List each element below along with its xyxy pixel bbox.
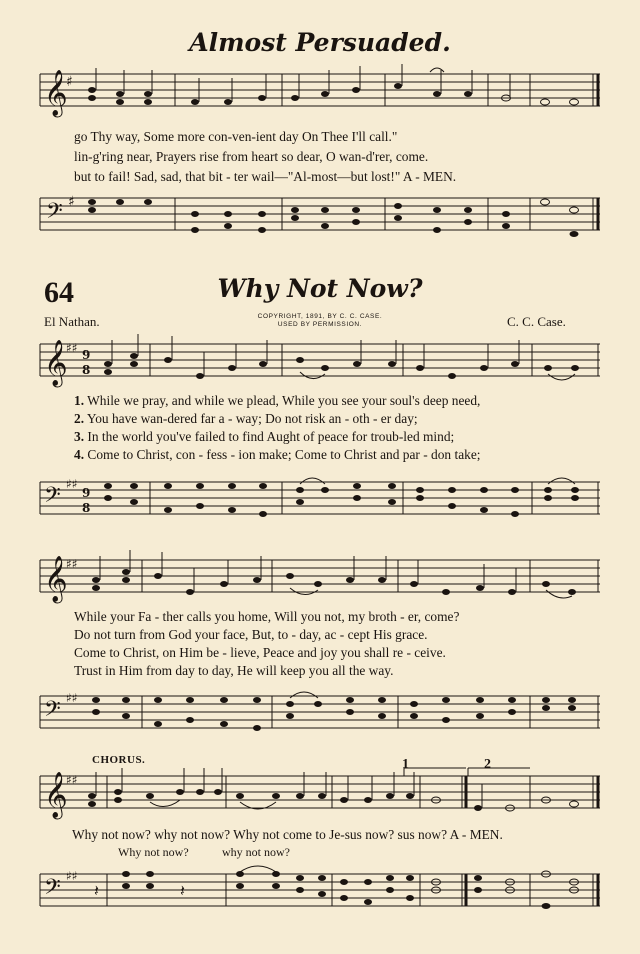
- copyright-notice: [220, 313, 420, 329]
- svg-text:♯: ♯: [68, 194, 75, 210]
- copyright-line: COPYRIGHT, 1891, BY C. C. CASE.: [257, 313, 383, 320]
- stanza-number: 2.: [74, 411, 85, 426]
- stanza-line: [74, 393, 480, 409]
- stanza-text: While we pray, and while we plead, While you see your soul's deep need,: [87, 393, 481, 408]
- hymn-63-title: Almost Persuaded.: [189, 28, 451, 57]
- hymn-64-title: Why Not Now?: [217, 274, 423, 303]
- hymn-63-verse-line: go Thy way, Some more con-ven-ient day On Thee I'll call.": [74, 129, 398, 144]
- stanza-line: [74, 411, 418, 427]
- chorus-lyric-line: Why not now? why not now? Why not come to Je-sus now? sus now? A - MEN.: [72, 827, 503, 842]
- hymn-63-verse-line: but to fail! Sad, sad, that bit - ter wail—"Al-most—but lost!" A - MEN.: [74, 169, 457, 184]
- copyright-line: USED BY PERMISSION.: [277, 321, 363, 328]
- chorus-treble-staff: [0, 764, 640, 824]
- hymn-composer: C. C. Case.: [507, 314, 566, 329]
- stanza-number: 3.: [74, 429, 85, 444]
- system-2-treble-staff: [0, 548, 640, 608]
- hymn-63-treble-staff: [0, 62, 640, 132]
- stanza-line: [74, 447, 481, 463]
- svg-text:♯♯: ♯♯: [66, 773, 78, 787]
- stanza-line: While your Fa - ther calls you home, Will you not, my broth - er, come?: [74, 609, 460, 624]
- stanza-text: You have wan-dered far a - way; Do not risk an - oth - er day;: [86, 411, 418, 426]
- stanza-line: Come to Christ, on Him be - lieve, Peace and joy you shall re - ceive.: [74, 645, 446, 660]
- chorus-bass-staff: [0, 862, 640, 932]
- svg-text:𝄽: 𝄽: [180, 881, 185, 900]
- svg-text:𝄞: 𝄞: [44, 340, 68, 386]
- svg-text:𝄢: 𝄢: [44, 697, 61, 727]
- svg-text:8: 8: [82, 501, 91, 515]
- svg-text:♯♯: ♯♯: [66, 477, 78, 491]
- stanza-line: Do not turn from God your face, But, to - day, ac - cept His grace.: [74, 627, 428, 642]
- svg-text:♯: ♯: [66, 74, 73, 90]
- stanza-text: In the world you've failed to find Aught of peace for troub-led mind;: [87, 429, 455, 444]
- svg-text:𝄞: 𝄞: [44, 772, 68, 818]
- svg-text:𝄞: 𝄞: [44, 70, 68, 116]
- system-2-bass-staff: [0, 684, 640, 744]
- system-1-bass-staff: [0, 470, 640, 540]
- svg-text:𝄢: 𝄢: [44, 483, 61, 513]
- stanza-line: [74, 429, 454, 445]
- hymn-63-verse-line: lin-g'ring near, Prayers rise from heart so dear, O wan-d'rer, come.: [74, 149, 429, 164]
- stanza-number: 4.: [74, 447, 85, 462]
- svg-text:𝄽: 𝄽: [94, 881, 99, 900]
- hymn-author: El Nathan.: [44, 314, 100, 329]
- stanza-number: 1.: [74, 393, 85, 408]
- svg-text:♯♯: ♯♯: [66, 869, 78, 883]
- svg-text:9: 9: [82, 486, 91, 500]
- svg-text:𝄞: 𝄞: [44, 556, 68, 602]
- stanza-text: Come to Christ, con - fess - ion make; Come to Christ and par - don take;: [87, 447, 481, 462]
- svg-text:♯♯: ♯♯: [66, 557, 78, 571]
- second-ending-number: 2: [484, 757, 491, 772]
- first-ending-number: 1: [402, 757, 409, 772]
- chorus-echo-lyric: why not now?: [222, 845, 290, 859]
- svg-text:𝄢: 𝄢: [44, 875, 61, 905]
- hymn-63-bass-staff: [0, 190, 640, 250]
- system-1-treble-staff: [0, 332, 640, 392]
- svg-text:♯♯: ♯♯: [66, 691, 78, 705]
- stanza-line: Trust in Him from day to day, He will keep you all the way.: [74, 663, 394, 678]
- svg-text:9: 9: [82, 348, 91, 362]
- svg-text:8: 8: [82, 363, 91, 377]
- hymn-number: 64: [44, 276, 74, 309]
- svg-text:♯♯: ♯♯: [66, 341, 78, 355]
- chorus-echo-lyric: Why not now?: [118, 845, 189, 859]
- chorus-label: CHORUS.: [92, 754, 146, 766]
- svg-text:𝄢: 𝄢: [46, 199, 63, 229]
